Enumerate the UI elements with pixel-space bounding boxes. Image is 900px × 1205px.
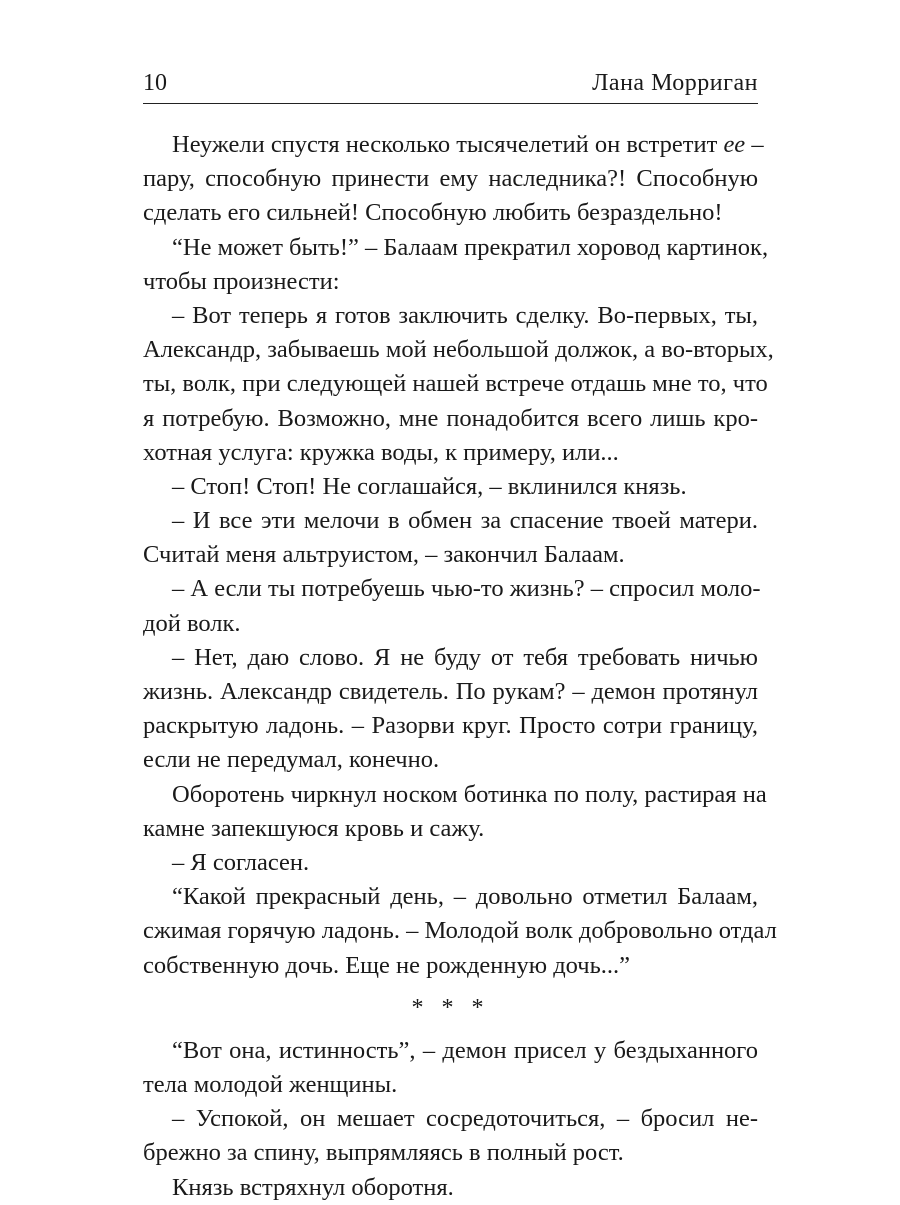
text-line: – Я согласен.	[172, 848, 310, 876]
text-line: тела молодой женщины.	[143, 1071, 398, 1099]
text-line: ты, волк, при следующей нашей встрече отдашь мне то, что	[143, 370, 768, 398]
text-line: Неужели спустя несколько тысячелетий он встретит ее –	[172, 131, 764, 158]
text-line: собственную дочь. Еще не рожденную дочь...”	[143, 951, 631, 979]
text-line: сжимая горячую ладонь. – Молодой волк добровольно отдал	[143, 917, 777, 945]
text-line: “Какой прекрасный день, – довольно отметил Балаам,	[172, 883, 758, 911]
header-rule	[143, 103, 758, 104]
text-line: пару, способную принести ему наследника?! Способную	[143, 165, 758, 193]
text-line: Александр, забываешь мой небольшой должок, а во-вторых,	[143, 336, 774, 364]
text-line: чтобы произнести:	[143, 267, 340, 295]
text-line: “Не может быть!” – Балаам прекратил хоровод картинок,	[172, 233, 769, 261]
text-line: камне запекшуюся кровь и сажу.	[143, 814, 485, 842]
text-line: сделать его сильней! Способную любить безраздельно!	[143, 199, 723, 227]
text-line: раскрытую ладонь. – Разорви круг. Просто сотри границу,	[143, 712, 758, 740]
text-line: “Вот она, истинность”, – демон присел у бездыханного	[172, 1036, 758, 1064]
section-break: * * *	[411, 994, 490, 1021]
text-line: хотная услуга: кружка воды, к примеру, или...	[143, 438, 619, 466]
text-line: – Успокой, он мешает сосредоточиться, – бросил не-	[172, 1105, 758, 1133]
text-line: дой волк.	[143, 609, 241, 637]
text-line: Считай меня альтруистом, – закончил Балаам.	[143, 541, 625, 569]
body-text	[143, 128, 777, 1205]
text-line: жизнь. Александр свидетель. По рукам? – демон протянул	[143, 678, 758, 705]
text-line: брежно за спину, выпрямляясь в полный рост.	[143, 1139, 624, 1167]
text-line: Князь встряхнул оборотня.	[172, 1173, 454, 1201]
text-line: Оборотень чиркнул носком ботинка по полу, растирая на	[172, 780, 767, 808]
text-line: – Стоп! Стоп! Не соглашайся, – вклинился князь.	[172, 472, 687, 500]
text-line: я потребую. Возможно, мне понадобится всего лишь кро-	[143, 404, 758, 432]
text-line: если не передумал, конечно.	[143, 746, 440, 774]
text-line: – Нет, даю слово. Я не буду от тебя требовать ничью	[172, 643, 758, 671]
text-line: – И все эти мелочи в обмен за спасение твоей матери.	[172, 507, 758, 535]
running-head-author: Лана Морриган	[592, 70, 758, 96]
text-line: – А если ты потребуешь чью-то жизнь? – спросил моло-	[172, 575, 761, 603]
page-header	[143, 68, 758, 104]
text-line: – Вот теперь я готов заключить сделку. Во-первых, ты,	[172, 301, 758, 329]
page-number: 10	[143, 70, 167, 96]
